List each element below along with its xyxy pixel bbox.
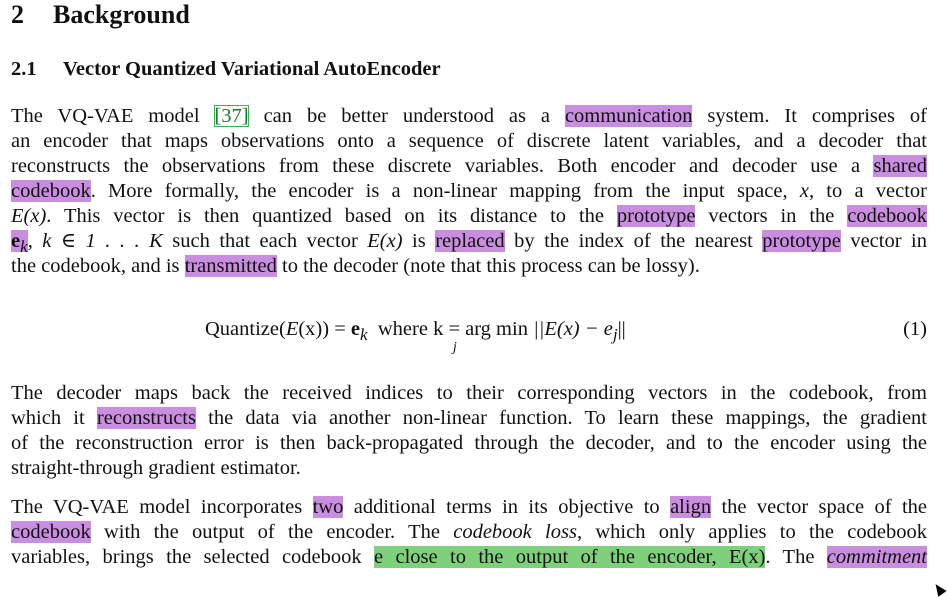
- text: by the index of the nearest: [504, 230, 763, 252]
- highlight[interactable]: transmitted: [184, 255, 277, 277]
- p1-line-1: [11, 104, 927, 129]
- equation-number: (1): [903, 318, 927, 340]
- highlight[interactable]: communication: [564, 105, 693, 127]
- text: which it: [11, 407, 97, 429]
- equation: [205, 318, 626, 355]
- mouse-cursor-icon: [931, 581, 946, 597]
- eq-var: E: [285, 318, 299, 340]
- highlight[interactable]: codebook: [11, 180, 91, 202]
- highlight[interactable]: prototype: [762, 230, 841, 252]
- highlight[interactable]: two: [312, 496, 344, 518]
- text: to the decoder (note that this process can be lossy).: [276, 255, 700, 277]
- text: the vector space of the: [711, 496, 927, 518]
- highlight[interactable]: codebook: [11, 521, 91, 543]
- p1-line-5: [11, 204, 927, 229]
- text: . This vector is then quantized based on its distance to the: [46, 205, 617, 227]
- math-sub: k: [20, 237, 28, 257]
- eq-rhs: ||E(x) − e: [533, 318, 613, 340]
- highlight-green[interactable]: e close to the output of the encoder, E(x): [374, 546, 766, 568]
- section-title: Background: [53, 0, 190, 29]
- italic-term: commitment: [826, 546, 927, 568]
- p2-line-4: [11, 456, 927, 481]
- text: The decoder maps back the received indices to their corresponding vectors in the codebook, from: [11, 382, 927, 404]
- highlight[interactable]: [827, 546, 927, 568]
- math-expr: E(x): [367, 230, 403, 252]
- highlight[interactable]: shared: [873, 155, 927, 177]
- text: The VQ-VAE model: [11, 105, 215, 127]
- text: . The: [765, 546, 827, 568]
- p3-line-3: [11, 545, 927, 570]
- p2-line-2: [11, 406, 927, 431]
- text: reconstructs the observations from these discrete variables. Both encoder and decoder use a: [11, 155, 874, 177]
- subsection-heading: [11, 58, 441, 81]
- text: additional terms in its objective to: [343, 496, 671, 518]
- text: of the reconstruction error is then back-propagated through the decoder, and to the encoder using the: [11, 432, 927, 454]
- math-bold: e: [11, 230, 21, 252]
- section-number: 2: [11, 0, 24, 29]
- p1-line-7: [11, 254, 927, 279]
- highlight[interactable]: align: [670, 496, 712, 518]
- highlight[interactable]: replaced: [435, 230, 505, 252]
- text: is: [402, 230, 436, 252]
- p2-line-3: [11, 431, 927, 456]
- p1-line-2: [11, 129, 927, 154]
- text: system. It comprises of: [692, 105, 928, 127]
- math-var: x: [799, 180, 809, 202]
- text: vectors in the: [695, 205, 848, 227]
- eq-where: where k = arg min: [377, 318, 528, 340]
- eq-argmin-sub: j: [452, 340, 457, 355]
- eq-fn: Quantize(: [205, 318, 286, 340]
- highlight[interactable]: [11, 230, 28, 257]
- text: variables, brings the selected codebook: [11, 546, 375, 568]
- highlight[interactable]: prototype: [616, 205, 696, 227]
- text: straight-through gradient estimator.: [11, 457, 301, 479]
- citation-link[interactable]: [37]: [214, 105, 249, 127]
- p3-line-2: [11, 520, 927, 545]
- highlight[interactable]: codebook: [847, 205, 927, 227]
- italic-term: codebook loss: [453, 521, 577, 543]
- text: the codebook, and is: [11, 255, 185, 277]
- math-expr: E(x): [11, 205, 47, 227]
- eq-sub: k: [360, 325, 368, 345]
- text: the data via another non-linear function. To learn these mappings, the gradient: [195, 407, 927, 429]
- text: with the output of the encoder. The: [90, 521, 454, 543]
- p1-line-3: [11, 154, 927, 179]
- text: can be better understood as a: [248, 105, 565, 127]
- text: , which only applies to the codebook: [576, 521, 927, 543]
- text: The VQ-VAE model incorporates: [11, 496, 313, 518]
- p3-line-1: [11, 495, 927, 520]
- p1-line-4: [11, 179, 927, 204]
- subsection-title: Vector Quantized Variational AutoEncoder: [63, 58, 441, 80]
- eq-argmin: [377, 318, 528, 355]
- eq-rhs-end: ||: [617, 318, 626, 340]
- text: such that each vector: [162, 230, 368, 252]
- section-heading: [11, 0, 190, 30]
- text: vector in: [840, 230, 927, 252]
- eq-bold-e: e: [350, 318, 361, 340]
- text: . More formally, the encoder is a non-linear mapping from the input space,: [90, 180, 800, 202]
- text: , to a vector: [808, 180, 927, 202]
- p2-line-1: [11, 381, 927, 406]
- math-expr: , k ∈ 1 . . . K: [27, 230, 163, 252]
- text: an encoder that maps observations onto a sequence of discrete latent variables, and a decoder that: [11, 130, 927, 152]
- eq-sign: =: [329, 318, 351, 340]
- eq-arg: (x)): [298, 318, 330, 340]
- subsection-number: 2.1: [11, 58, 37, 80]
- highlight[interactable]: reconstructs: [96, 407, 196, 429]
- eq-rhs-sub: j: [612, 325, 618, 345]
